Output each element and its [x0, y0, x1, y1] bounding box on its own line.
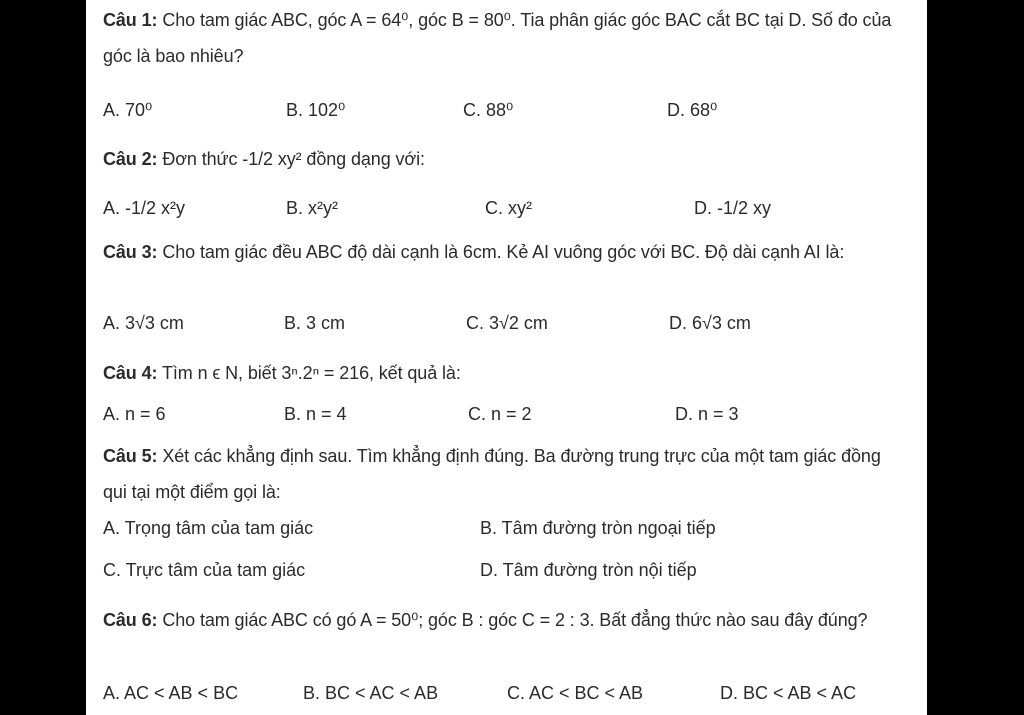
- question-6-option-a: A. AC < AB < BC: [103, 683, 239, 703]
- question-4-option-a: A. n = 6: [103, 404, 166, 424]
- question-5-option-d: D. Tâm đường tròn nội tiếp: [480, 560, 697, 580]
- question-2-text: Đơn thức -1/2 xy² đồng dạng với:: [162, 149, 425, 169]
- question-3-option-a: A. 3√3 cm: [103, 313, 184, 333]
- document-page: [86, 0, 927, 715]
- question-6-label: Câu 6:: [103, 610, 158, 630]
- question-3: [103, 234, 903, 270]
- question-1-option-d: D. 68⁰: [667, 100, 718, 120]
- question-3-text: Cho tam giác đều ABC độ dài cạnh là 6cm. Kẻ AI vuông góc với BC. Độ dài cạnh AI là:: [162, 242, 845, 262]
- question-4-label: Câu 4:: [103, 363, 158, 383]
- question-6-text: Cho tam giác ABC có gó A = 50⁰; góc B : góc C = 2 : 3. Bất đẳng thức nào sau đây đúng?: [162, 610, 868, 630]
- question-2-option-c: C. xy²: [485, 198, 532, 218]
- question-1-option-b: B. 102⁰: [286, 100, 346, 120]
- question-1-option-c: C. 88⁰: [463, 100, 514, 120]
- question-2-option-a: A. -1/2 x²y: [103, 198, 186, 218]
- question-4-text: Tìm n ϵ N, biết 3ⁿ.2ⁿ = 216, kết quả là:: [162, 363, 461, 383]
- question-5-option-a: A. Trọng tâm của tam giác: [103, 518, 314, 538]
- question-3-label: Câu 3:: [103, 242, 158, 262]
- question-1-option-a: A. 70⁰: [103, 100, 153, 120]
- question-1-label: Câu 1:: [103, 10, 158, 30]
- question-6: [103, 602, 903, 638]
- question-5-option-c: C. Trực tâm của tam giác: [103, 560, 306, 580]
- question-4-option-d: D. n = 3: [675, 404, 739, 424]
- question-2-label: Câu 2:: [103, 149, 158, 169]
- question-4-option-b: B. n = 4: [284, 404, 347, 424]
- question-6-option-b: B. BC < AC < AB: [303, 683, 439, 703]
- question-1: [103, 2, 903, 74]
- question-5-option-b: B. Tâm đường tròn ngoại tiếp: [480, 518, 716, 538]
- question-4: [103, 355, 903, 391]
- question-5-text: Xét các khẳng định sau. Tìm khẳng định đúng. Ba đường trung trực của một tam giác đồng qui tại một điểm gọi là:: [103, 446, 881, 502]
- question-3-option-c: C. 3√2 cm: [466, 313, 548, 333]
- question-3-option-d: D. 6√3 cm: [669, 313, 751, 333]
- question-6-option-c: C. AC < BC < AB: [507, 683, 644, 703]
- question-5-label: Câu 5:: [103, 446, 158, 466]
- question-2: [103, 141, 903, 177]
- question-5: [103, 438, 903, 510]
- question-6-option-d: D. BC < AB < AC: [720, 683, 857, 703]
- question-2-option-b: B. x²y²: [286, 198, 338, 218]
- question-2-option-d: D. -1/2 xy: [694, 198, 772, 218]
- question-1-text: Cho tam giác ABC, góc A = 64⁰, góc B = 80⁰. Tia phân giác góc BAC cắt BC tại D. Số đo của góc là bao nhiêu?: [103, 10, 892, 66]
- question-4-option-c: C. n = 2: [468, 404, 532, 424]
- question-3-option-b: B. 3 cm: [284, 313, 346, 333]
